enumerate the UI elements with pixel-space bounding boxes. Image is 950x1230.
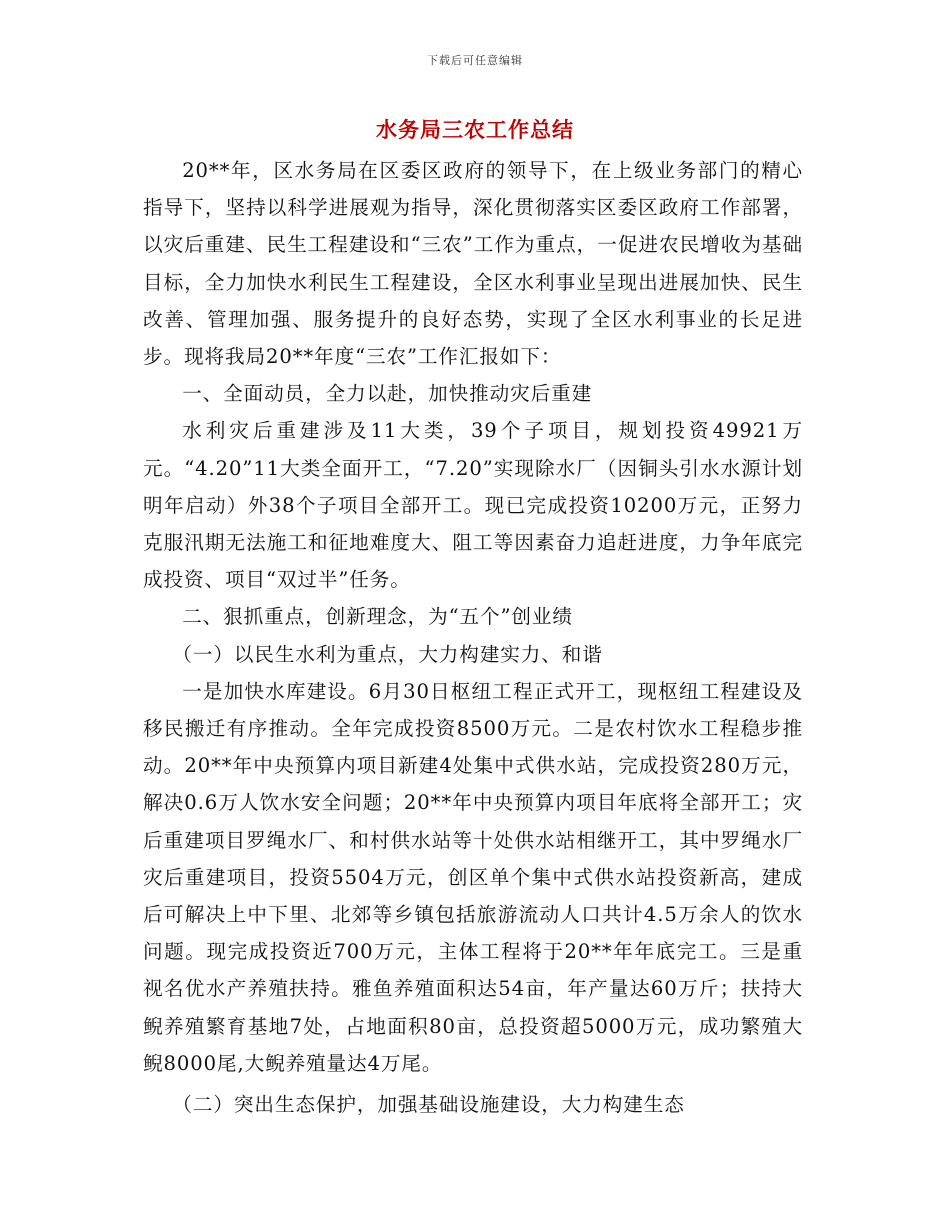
section-heading-1: 一、全面动员，全力以赴，加快推动灾后重建	[182, 382, 593, 406]
subsection-heading-2: （二）突出生态保护，加强基础设施建设，大力构建生态	[172, 1093, 685, 1117]
document-body	[143, 152, 803, 1123]
paragraph-intro: 20**年，区水务局在区委区政府的领导下，在上级业务部门的精心指导下，坚持以科学进展观为指导，深化贯彻落实区委区政府工作部署，以灾后重建、民生工程建设和“三农”工作为重点，一促进农民增收为基础目标，全力加快水利民生工程建设，全区水利事业呈现出进展加快、民生改善、管理加强、服务提升的良好态势，实现了全区水利事业的长足进步。现将我局20**年度“三农”工作汇报如下：	[143, 159, 803, 369]
document-title: 水务局三农工作总结	[376, 118, 574, 142]
paragraph-livelihood: 一是加快水库建设。6月30日枢纽工程正式开工，现枢纽工程建设及移民搬迁有序推动。全年完成投资8500万元。二是农村饮水工程稳步推动。20**年中央预算内项目新建4处集中式供水站，完成投资280万元，解决0.6万人饮水安全问题；20**年中央预算内项目年底将全部开工；灾后重建项目罗绳水厂、和村供水站等十处供水站相继开工，其中罗绳水厂灾后重建项目，投资5504万元，创区单个集中式供水站投资新高，建成后可解决上中下里、北郊等乡镇包括旅游流动人口共计4.5万余人的饮水问题。现完成投资近700万元，主体工程将于20**年年底完工。三是重视名优水产养殖扶持。雅鱼养殖面积达54亩，年产量达60万斤；扶持大鲵养殖繁育基地7处，占地面积80亩，总投资超5000万元，成功繁殖大鲵8000尾,大鲵养殖量达4万尾。	[143, 679, 803, 1075]
subsection-heading-1: （一）以民生水利为重点，大力构建实力、和谐	[172, 642, 603, 666]
section-heading-2: 二、狠抓重点，创新理念，为“五个”创业绩	[182, 605, 573, 629]
paragraph-reconstruction: 水利灾后重建涉及11大类，39个子项目，规划投资49921万元。“4.20”11大类全面开工，“7.20”实现除水厂（因铜头引水水源计划明年启动）外38个子项目全部开工。现已完成投资10200万元，正努力克服汛期无法施工和征地难度大、阻工等因素奋力追赶进度，力争年底完成投资、项目“双过半”任务。	[143, 419, 803, 592]
header-note: 下载后可任意编辑	[427, 54, 523, 67]
